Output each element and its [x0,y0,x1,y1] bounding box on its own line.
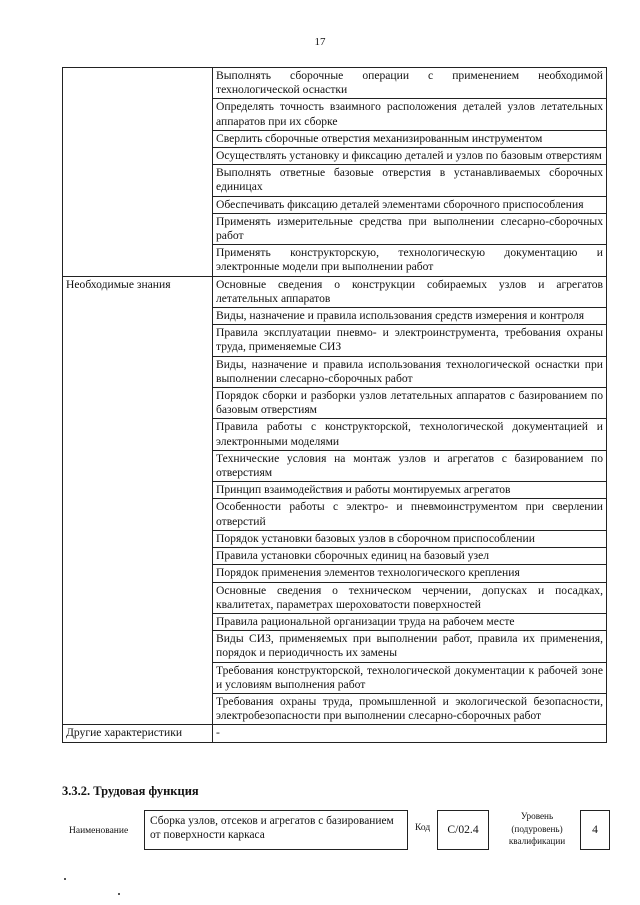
table-cell: Принцип взаимодействия и работы монтируемых агрегатов [213,482,607,499]
requirements-table [62,67,607,743]
page-number: 17 [314,36,326,48]
table-cell: Обеспечивать фиксацию деталей элементами сборочного приспособления [213,196,607,213]
table-row [63,725,607,742]
code-box: С/02.4 [437,810,489,850]
scan-speck [118,893,120,895]
table-cell: Выполнять ответные базовые отверстия в устанавливаемых сборочных единицах [213,165,607,196]
table-cell: Виды СИЗ, применяемых при выполнении работ, правила их применения, порядок и периодичность их замены [213,631,607,662]
function-name-box: Сборка узлов, отсеков и агрегатов с базированием от поверхности каркаса [144,810,408,850]
table-cell: Применять конструкторскую, технологическую документацию и электронные модели при выполнении работ [213,245,607,276]
table-cell: Порядок установки базовых узлов в сборочном приспособлении [213,530,607,547]
table-cell: Основные сведения о конструкции собираемых узлов и агрегатов летательных аппаратов [213,276,607,307]
table-cell: Сверлить сборочные отверстия механизированным инструментом [213,130,607,147]
other-label-cell: Другие характеристики [63,725,213,742]
table-cell: Порядок сборки и разборки узлов летательных аппаратов с базированием по базовым отверстиям [213,388,607,419]
scan-speck [64,878,66,880]
table-cell: Виды, назначение и правила использования средств измерения и контроля [213,308,607,325]
table-cell: Выполнять сборочные операции с применением необходимой технологической оснастки [213,68,607,99]
table-cell: Определять точность взаимного расположения деталей узлов летательных аппаратов при их сборке [213,99,607,130]
table-cell: Применять измерительные средства при выполнении слесарно-сборочных работ [213,213,607,244]
table-row [63,276,607,307]
section-title: 3.3.2. Трудовая функция [62,784,199,798]
qualification-level-label: Уровень (подуровень) квалификации [508,811,566,846]
table-row [63,68,607,99]
table-cell: - [213,725,607,742]
name-label: Наименование [69,826,129,836]
table-cell: Технические условия на монтаж узлов и агрегатов с базированием по отверстиям [213,450,607,481]
table-cell: Требования охраны труда, промышленной и экологической безопасности, электробезопасности при выполнении слесарно-сборочных работ [213,693,607,724]
table-cell: Основные сведения о техническом черчении, допусках и посадках, квалитетах, параметрах шероховатости поверхностей [213,582,607,613]
labor-function-header [62,808,622,854]
table-cell: Требования конструкторской, технологической документации к рабочей зоне и условиям выполнения работ [213,662,607,693]
code-label: Код [415,823,431,833]
table-cell: Правила рациональной организации труда на рабочем месте [213,613,607,630]
table-cell: Осуществлять установку и фиксацию деталей и узлов по базовым отверстиям [213,148,607,165]
table-cell: Особенности работы с электро- и пневмоинструментом при сверлении отверстий [213,499,607,530]
table-cell: Правила установки сборочных единиц на базовый узел [213,548,607,565]
table-cell: Порядок применения элементов технологического крепления [213,565,607,582]
table-cell: Правила работы с конструкторской, технологической документацией и электронными моделями [213,419,607,450]
qualification-level-box: 4 [580,810,610,850]
table-cell: Правила эксплуатации пневмо- и электроинструмента, требования охраны труда, применяемые СИЗ [213,325,607,356]
knowledge-label-cell: Необходимые знания [63,276,213,725]
skills-label-cell [63,68,213,277]
table-cell: Виды, назначение и правила использования технологической оснастки при выполнении слесарно-сборочных работ [213,356,607,387]
